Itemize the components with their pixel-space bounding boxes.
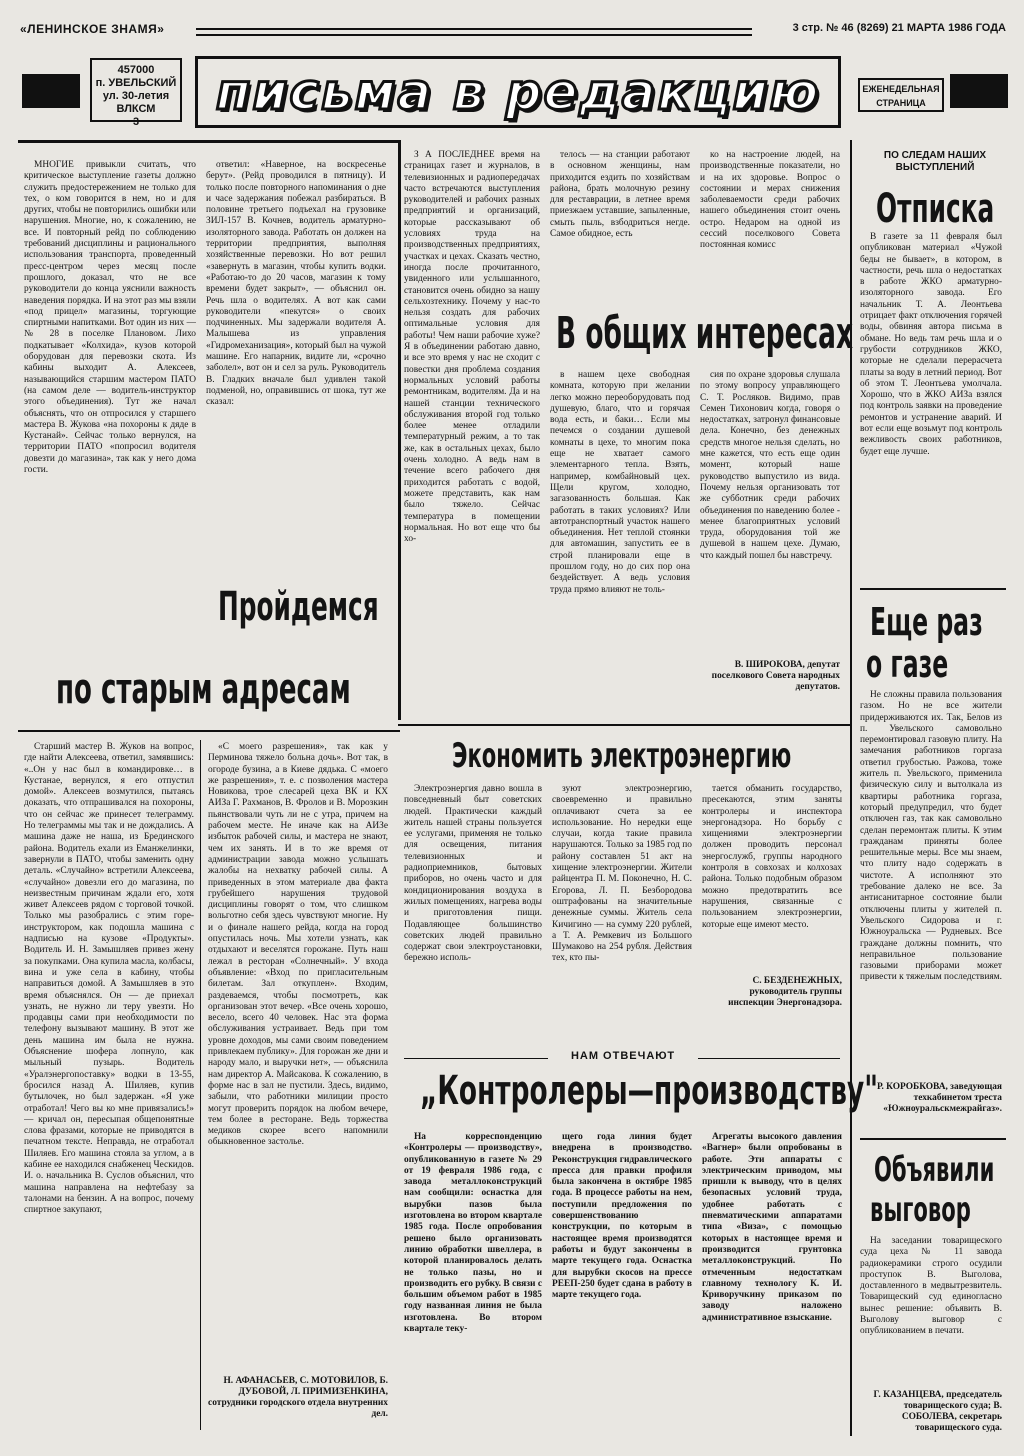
- rule: [398, 140, 401, 720]
- art2-col3-text: ко на настроение людей, на производственные показатели, но и на их здоровье. Вопрос о состоянии и мерах снижения заболеваемости среди рабочих нашего объединения стоит очень остро. Недаром на одной из сессий поселкового Совета постоянная комисс: [700, 150, 840, 251]
- rule: [18, 140, 398, 143]
- right-title-gas-line1: Еще раз: [870, 600, 983, 644]
- art2-title: В общих интересах: [556, 308, 854, 359]
- art2-col-b: [700, 370, 840, 658]
- art4-rubric: НАМ ОТВЕЧАЮТ: [548, 1050, 698, 1062]
- art4-title: „Контролеры—производству": [420, 1068, 878, 1114]
- art1-col2-text: ответил: «Наверное, на воскресенье берут». (Рейд проводился в пятницу). И только после повторного напоминания о дне и часе задержания побежал разбираться. В половине третьего подъехал на грузовике ЗИЛ-157 В. Кочнев, водитель арматурно-изоляторного завода. Работать он должен на территории предприятия, выполняя хозяйственные перевозки. Но вот решил «завернуть в магазин, чтобы купить водки. «Работаю-то до 20 часов, магазин к тому времени будет закрыт», — объяснил он. Речь шла о водителях. А вот как сами руководители «пекутся» о своих подчиненных. Мы задержали водителя А. Малышева из управления «Гидромеханизация», который был на чужой машине. Его напарник, видите ли, «срочно заболел», вот он и сел за руль. Руководитель В. Гладких вначале был удивлен такой подменой, но, оправившись от шока, тут же сказал:: [206, 160, 386, 408]
- art2-intro-col3: [700, 150, 840, 300]
- art3-col1: [404, 784, 542, 1034]
- art3-col3: [702, 784, 842, 972]
- right-gas-signature: Р. КОРОБКОВА, заведующая техкабинетом треста «Южноуральскмежрайгаз».: [876, 1082, 1002, 1114]
- art1-title-line1: Пройдемся: [218, 584, 379, 630]
- art1-col4-text: «С моего разрешения», так как у Перминова тяжело больна дочь». Вот так, в огороде бузина, а в Киеве дядька. С «моего же разрешения», т. е. с позволения мастера Новикова, трое слесарей цеха ВК и КХ АИЗа Г. Рахманов, В. Фролов и В. Морозкин пьянствовали чуть ли не с утра, причем на рабочем месте. Не иначе как на АИЗе избыток рабочей силы, и мастера не знают, чем их занять. И в то же время от администрации завода можно услышать жалобы на нехватку рабочей силы. А приведенных в этом материале два факта грубейшего нарушения трудовой дисциплины говорят о том, что слишком вольготно себя здесь чувствуют многие. Ну и о финале нашего рейда, когда на город опустилась ночь. Мы хотели узнать, как отдыхают и веселятся горожане. Путь наш лежал в ресторан «Солнечный». У входа объявление: «Вход по пригласительным билетам. Зал откуплен». Входим, раздеваемся, чтобы посмотреть, как организован этот вечер. «Все очень хорошо, весело, всего 40 человек. Нас эта форма обслуживания устраивает. Ведь при том уровне доходов, мы сами своим поведением привлекаем публику». Для горожан же дни и народу мало, и выручки нет», — объяснила нам директор А. Майсакова. К сожалению, в форме нас в зал не пустили. Здесь, видимо, забыли, что работники милиции просто могут проверить порядок на любом вечере, тем более в ресторане. Ведь торжества медиков скорее всего напомнили обыкновенное застолье.: [208, 742, 388, 1148]
- right-gas-text: Не сложны правила пользования газом. Но не все жители придерживаются их. Так, Белов из п. Увельского самовольно перемонтировал газовую плиту. На замечания работников горгаза ответил грубостью. Ражова, тоже житель п. Увельского, применила физическую силу и вытолкала из квартиры работника горгаза, который предупредил, что будет отключен газ, так как самовольно сделан перемонтаж плиты. К этим гражданам приняты более решительные меры. Все мы знаем, что плиту надо содержать в чистоте. А исполняют это требование далеко не все. За антисанитарное состояние были отключены плиты у жителей п. Увельского Сидорова и г. Южноуральска — Рудневых. Все граждане должны помнить, что неправильное пользование газовыми приборами может привести к тяжелым последствиям.: [860, 690, 1002, 983]
- art2-intro-text: З А ПОСЛЕДНЕЕ время на страницах газет и журналов, в телевизионных и радиопередачах часто встречаются выступления руководителей и рабочих разных предприятий и организаций, которые рассказывают об условиях труда на производственных предприятиях, участках и цехах. Сказать честно, иногда после прочитанного, увиденного или услышанного, становится очень обидно за нашу сельхозтехнику. Почему у нас-то нельзя создать для рабочих оптимальные условия для работы! Чем наши рабочие хуже? Я в объединении работаю давно, и все это время у нас не сходит с повестки дня проблема создания нормальных условий работы ремонтникам, водителям. Да и на нашей станции технического обслуживания второй год только более менее отладили температурный режим, а то так же, как в остальных цехах, было очень холодно. А ведь нам в течение всего рабочего дня приходится работать с водой, можете представить, как нам было тяжело. Сейчас температура в помещении нормальная. Но вот еще что бы хо-: [404, 150, 540, 545]
- rule: [200, 740, 201, 1430]
- masthead-rule: [196, 28, 752, 36]
- art3-col2-text: зуют электроэнергию, своевременно и правильно оплачивают счета за ее использование. Но нередки еще случаи, когда такие правила нарушаются. Только за 1985 год по району составлен 51 акт на хищение электроэнергии. Жители райцентра П. М. Поконечно, Н. С. Егорова, Л. П. Безбородова оштрафованы на значительные денежные суммы. Житель села Кичигино — на сумму 220 рублей, а Т. А. Ремкевич из Большого Шумаково на 254 рубля. Действия тех, кто пы-: [552, 784, 692, 964]
- art2-col-a-text: в нашем цехе свободная комната, которую при желании легко можно переоборудовать под душевую, благо, что и горячая вода есть, и баки… Если мы печемся о создании душевой комнаты в цехе, то многим пока еще не хватает самого элементарного тепла. Взять, например, комбайновый цех. Щели кругом, холодно, загазованность большая. Как работать в таких условиях? Или автотранспортный участок нашего объединения. Нет теплой стоянки для автомашин, запустить ее в строй планировали еще в прошлом году, но до сих пор она бездействует. А ведь условия труда прямо влияют не толь-: [550, 370, 690, 595]
- art1-signature: Н. АФАНАСЬЕВ, С. МОТОВИЛОВ, Б. ДУБОВОЙ, Л. ПРИМИЗЕНКИНА, сотрудники городского отдела внутренних дел.: [208, 1376, 388, 1419]
- page-banner: [195, 56, 841, 128]
- art3-col2: [552, 784, 692, 1034]
- art1-col3-text: Старший мастер В. Жуков на вопрос, где найти Алексеева, ответил, замявшись: «..Он у нас был в командировке… в Кустанае, вернулся, я его отпустил домой». Алексеев возмутился, пытаясь доказать, что отпрашивался на похороны, что он сейчас же принесет телеграмму. Но телеграммы мы так и не дождались. А машина даже не наша, из Брединского района. Водитель ехали из Еманжелинки, завернули в ПАТО, чтобы заменить одну деталь. «Случайно» встретили Алексеева, «случайно» довезли его до магазина, по неизвестным причинам ждали его, хотя живет Алексеев рядом с торговой точкой. Только мы разобрались с этим горе-инструктором, как подошла машина с надписью на кузове «Продукты». Водитель И. Н. Замышляев привез жену за покупками. Она купила масла, колбасы, вина и уже села в кабину, чтобы направиться домой. А Замышляев в это время объяснялся. Он — де приехал узнать, не нужно ли теру увезти. Но продавцы сами при необходимости по телефону вызывают машину. В этот же день машина им была не нужна. Объяснение шофера лопнуло, как мыльный пузырь. Водитель «Уралэнергопоставку» водки в 13-55, бросился назад А. Шиляев, купив бутылочек, но был задержан. «Я уже отработал! Чего вы ко мне привязались!» — кричал он, пересыпая общепонятные слова фразами, которые не приводятся в печатном тексте. Неправда, не отработал Шиляев. Его машина стояла за углом, а в кабине ее находился снабженец Ческидов. И. о. начальника В. Суслов объяснил, что машина направлена на нефтебазу за талонами на бензин. А на вопрос, почему спиртное закупают,: [24, 742, 194, 1216]
- weekly-line: ЕЖЕНЕДЕЛЬНАЯ: [862, 84, 940, 94]
- art2-intro-col1: [404, 150, 540, 715]
- weekly-box: [858, 78, 944, 112]
- art1-col4: [208, 742, 388, 1372]
- art4-col1: [404, 1132, 542, 1432]
- art3-col3-text: тается обманить государство, пресекаются, этим заняты контролеры и инспектора энергонадзора. Но борьбу с хищениями электроэнергии должен проводить персонал энергослужб, группы народного контроля в совхозах и колхозах района. Только подобным образом можно предотвратить все нарушения, связанные с пользованием электроэнергии, которые еще имеют место.: [702, 784, 842, 930]
- right-otpiska-text-col: [860, 232, 1002, 580]
- art1-title-line2: по старым адресам: [56, 664, 351, 713]
- address-box: [90, 58, 182, 128]
- art1-col3: [24, 742, 194, 1442]
- art1-col1-text: МНОГИЕ привыкли считать, что критическое выступление газеты должно служить предостережением не только для тех, о ком говорится в нем, но и для других, чтобы не повторились ошибки или нарушения. Многие, но, к сожалению, не все. И повторный рейд по соблюдению требований дисциплины и рационального использования транспорта, проведенный пресс-центром через месяц после прошлого, доказал, что не все руководители до конца уяснили важность наведения порядка. И на этот раз мы взяли «под прицел» магазины, торгующие спиртными напитками. Вот один из них — № 28 в поселке Плановом. Лихо подкатывает «Колхида», кузов которой оборудован для перевозки скота. Из кабины выходит А. Алексеев, называющийся старшим мастером ПАТО (на самом деле — водитель-инструктор этого объединения). Тут же начал объяснять, что он отпросился у старшего мастера В. Жукова «на похороны к дяде в Кустанай». Сейчас только вернулся, на территории ПАТО «попросил водителя довезти до магазина», так как у него дома гости.: [24, 160, 196, 476]
- masthead-topline: [20, 22, 1006, 44]
- art4-col3: [702, 1132, 842, 1432]
- art2-signature: В. ШИРОКОВА, депутат поселкового Совета народных депутатов.: [711, 660, 840, 692]
- decor-bar-right: [950, 74, 1008, 108]
- art3-col1-text: Электроэнергия давно вошла в повседневный быт советских людей. Практически каждый житель нашей страны пользуется ее услугами, применяя не только для освещения, питания телевизионных и радиоприемников, бытовых приборов, но очень часто и для кондиционирования воздуха в жилых помещениях, нагрева воды и приготовления пищи. Подавляющее большинство советских людей правильно содержат свои электроустановки, бережно исполь-: [404, 784, 542, 964]
- rule: [860, 588, 1006, 590]
- right-rubric: ПО СЛЕДАМ НАШИХ ВЫСТУПЛЕНИЙ: [883, 150, 987, 173]
- art2-col-b-text: сия по охране здоровья слушала по этому вопросу управляющего С. Т. Росляков. Видимо, прав Семен Тихонович когда, говоря о недостатках, затронул финансовые дела. Конечно, без денежных средств многое нельзя сделать, но мне кажется, что есть еще один момент, который наше руководство выпустило из вида. Почему нельзя организовать тот же субботник среди рабочих объединения по наведению более - менее благоприятных условий труда, оборудования той же душевой в нашем цехе. Думаю, что каждый пошел бы навстречу.: [700, 370, 840, 561]
- art2-intro2-text: телось — на станции работают в основном женщины, нам приходится ездить по хозяйствам района, брать молочную резину для реставрации, в летнее время приезжаем уставшие, запыленные, смыть пыль, взбодриться негде. Самое обидное, есть: [550, 150, 690, 240]
- right-vygovor-signature: Г. КАЗАНЦЕВА, председатель товарищеского суда; В. СОБОЛЕВА, секретарь товарищеского суда.: [873, 1390, 1002, 1433]
- address-line: ул. 30-летия ВЛКСМ: [102, 90, 170, 115]
- decor-bar-left: [22, 74, 80, 108]
- rule: [18, 730, 400, 732]
- address-line: п. УВЕЛЬСКИЙ: [95, 77, 177, 89]
- art3-signature: С. БЕЗДЕНЕЖНЫХ, руководитель группы инспекции Энергонадзора.: [728, 976, 842, 1008]
- right-title-vygovor-line2: выговор: [870, 1190, 971, 1230]
- right-otpiska-text: В газете за 11 февраля был опубликован материал «Чужой беды не бывает», в котором, в частности, речь шла о недостатках в работе ЖКО арматурно-изоляторного завода. Его начальник Т. А. Леонтьева отрицает факт отключения горячей воды, обвиняя автора письма в обмане. Но ведь там речь шла и о грубости сотрудников ЖКО, которые не сделали перерасчета платы за воду в летний период. Вот об этом Т. Леонтьева умолчала. Хорошо, что в ЖКО АИЗа взялся под контроль заявки на проведение ремонтов и устранение аварий. И вот если еще возьмут под контроль вежливость своих работников, будет еще лучше.: [860, 232, 1002, 457]
- art4-col2-text: щего года линия будет внедрена в производство. Реконструкция гидравлического пресса для правки профиля была закончена в октябре 1985 года. В процессе работы на нем, поступили предложения по совершенствованию конструкции, по которым в настоящее время производятся работы и будут закончены в марте текущего года. Оснастка для вырубки скосов на прессе РЕЕП-250 будет сдана в работу в марте текущего года.: [552, 1132, 692, 1301]
- art4-col3-text: Агрегаты высокого давления «Вагнер» были опробованы в работе. Эти аппараты с электрическим приводом, мы пришли к выводу, что в целях безопасных условий труда, удобнее работать с пневматическими аппаратами типа «Виза», с помощью которых в настоящее время и производится грунтовка металлоконструкций. По отмеченным недостаткам главному технологу К. И. Криворучкину приказом по заводу наложено административное взыскание.: [702, 1132, 842, 1323]
- art2-intro-col2: [550, 150, 690, 300]
- right-vygovor-text: На заседании товарищеского суда цеха № 11 завода радиокерамики строго осудили проступок В. Выголова, доставленного в медвытрезвитель. Товарищеский суд единогласно вынес решение: объявить В. Выголову выговор с опубликованием в печати.: [860, 1236, 1002, 1337]
- art3-title: Экономить электроэнергию: [452, 736, 792, 776]
- right-title-vygovor-line1: Объявили: [874, 1150, 995, 1190]
- issue-info: 3 стр. № 46 (8269) 21 МАРТА 1986 ГОДА: [792, 22, 1006, 34]
- weekly-line: СТРАНИЦА: [876, 98, 926, 108]
- art2-col-a: [550, 370, 690, 715]
- art4-col1-text: На корреспонденцию «Контролеры — производству», опубликованную в газете № 29 от 19 февраля 1986 года, с завода металлоконструкций нам сообщили: оснастка для вырубки пазов была изготовлена во втором квартале 1985 года. После опробования решено было организовать линию обработки швеллера, в которой планировалось делать не только пазы, но и производить его рубку. В связи с большим объемом работ в 1985 году названная линия не была изготовлена. Во втором квартале теку-: [404, 1132, 542, 1335]
- art1-col1: [24, 160, 196, 650]
- right-title-otpiska: Отписка: [876, 186, 995, 232]
- banner-title: письма в редакцию: [215, 63, 821, 121]
- address-line: 3: [132, 116, 140, 128]
- art4-col2: [552, 1132, 692, 1432]
- right-gas-text-col: [860, 690, 1002, 1076]
- right-title-gas-line2: о газе: [866, 642, 949, 686]
- art1-col2: [206, 160, 386, 570]
- right-vygovor-text-col: [860, 1236, 1002, 1386]
- rule: [398, 724, 850, 726]
- rule: [860, 1138, 1006, 1140]
- address-line: 457000: [117, 64, 155, 76]
- paper-name: «ЛЕНИНСКОЕ ЗНАМЯ»: [20, 22, 165, 36]
